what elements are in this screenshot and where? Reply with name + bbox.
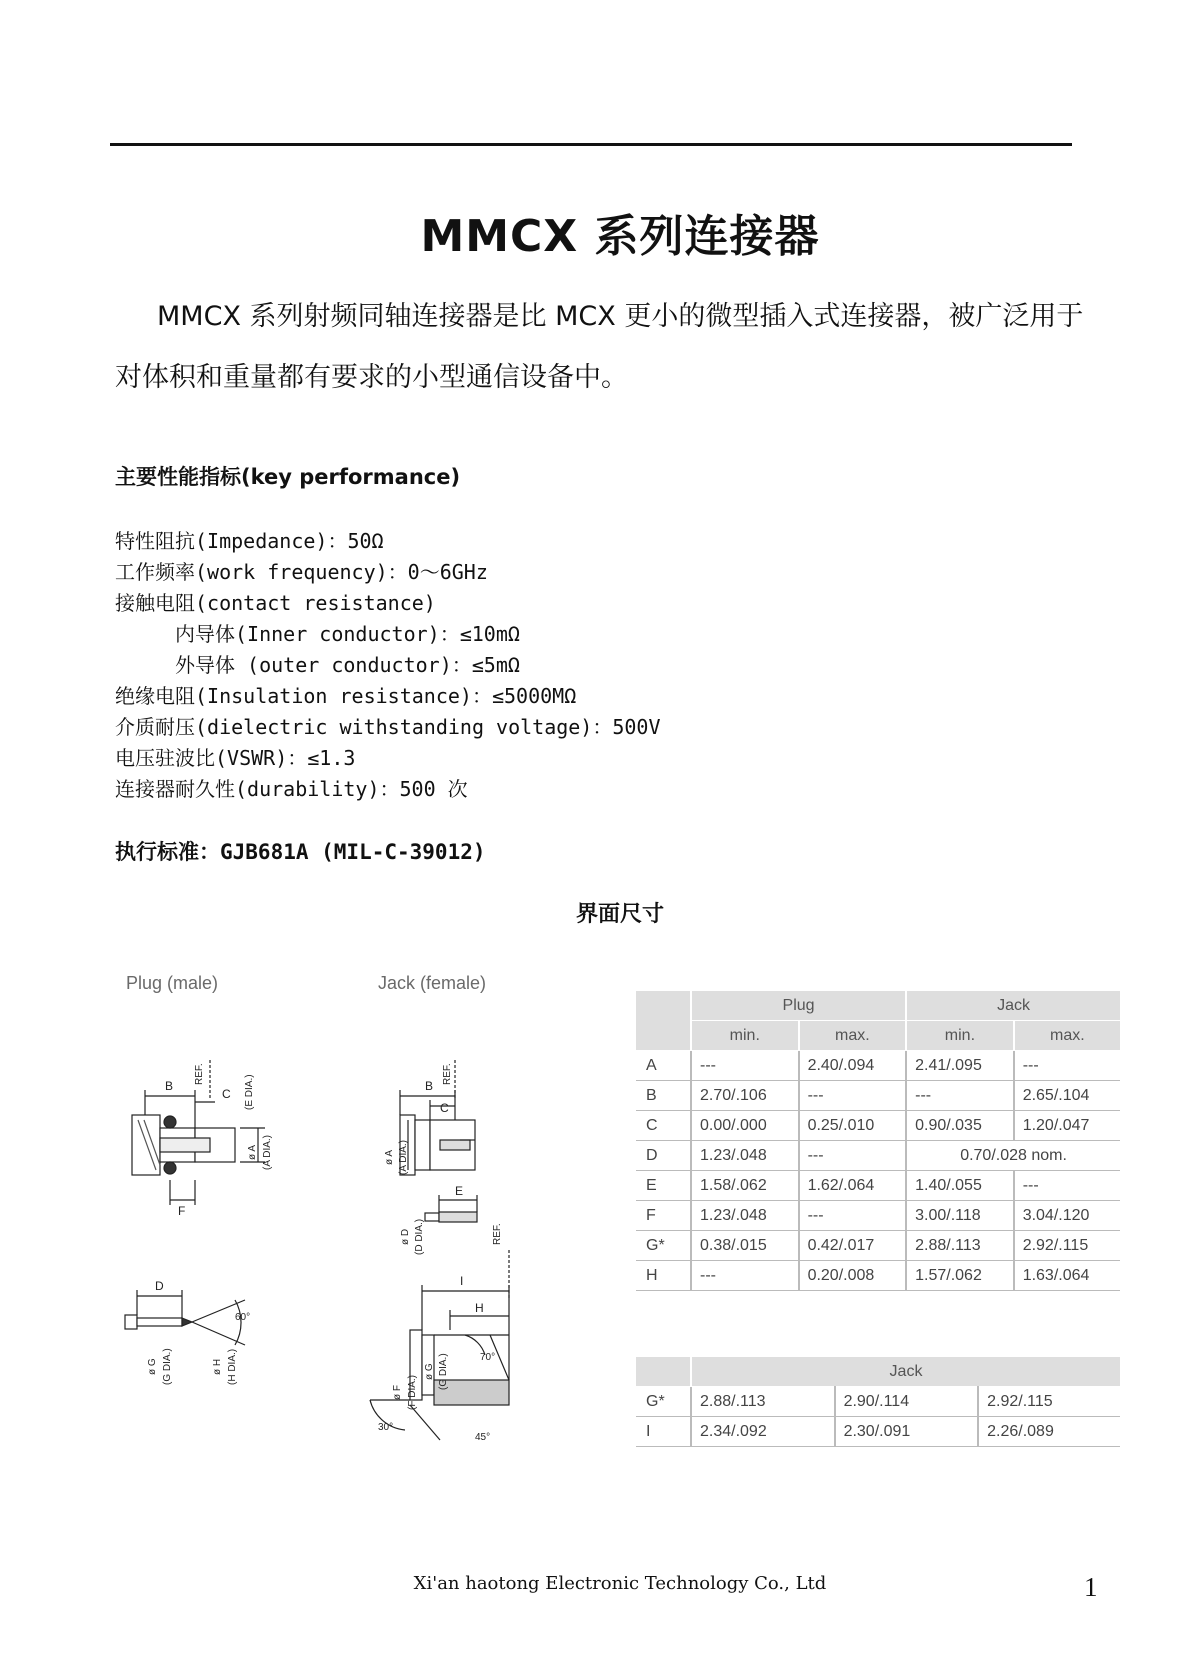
table-cell: 2.92/.115 [1014,1231,1120,1261]
table-cell: 3.04/.120 [1014,1201,1120,1231]
table-cell: --- [1014,1051,1120,1081]
table-row [636,1201,1120,1231]
angle-45: 45° [475,1432,491,1443]
spec-frequency: 工作频率(work frequency)：0～6GHz [115,560,488,584]
table-cell: --- [799,1141,907,1171]
page-number: 1 [1084,1572,1098,1602]
row-label: E [636,1171,691,1201]
spec-inner-conductor: 内导体(Inner conductor)：≤10mΩ [175,622,520,646]
plug-label: Plug (male) [126,973,219,993]
key-performance-heading: 主要性能指标(key performance) [115,465,461,489]
interface-dimensions-heading: 界面尺寸 [575,902,664,927]
table-cell: 2.26/.089 [978,1417,1120,1447]
row-label: D [636,1141,691,1171]
subheader-jack-min: min. [906,1021,1014,1051]
table-row [636,1171,1120,1201]
jack-pin-drawing [425,1195,477,1222]
table-cell: --- [691,1051,799,1081]
table-cell: 2.88/.113 [691,1387,835,1417]
h-dia-plug: ø H [212,1358,223,1375]
table2-group-jack: Jack [691,1357,1120,1387]
spec-dielectric-voltage: 介质耐压(dielectric withstanding voltage)：500V [115,715,661,739]
dim-i-jack: I [460,1274,464,1288]
table-cell: 2.88/.113 [906,1231,1014,1261]
dim-h-jack: H [475,1301,484,1315]
dimension-table-main [636,991,1120,1291]
h-dia-paren-plug: (H DIA.) [227,1348,238,1385]
table-cell: 2.34/.092 [691,1417,835,1447]
table-cell: 0.38/.015 [691,1231,799,1261]
table-corner-2 [636,1021,691,1051]
spec-durability: 连接器耐久性(durability)：500 次 [115,777,468,801]
table-cell: --- [799,1081,907,1111]
table-row [636,1081,1120,1111]
spec-contact-resistance: 接触电阻(contact resistance) [115,591,436,615]
a-dia-paren-plug: (A DIA.) [262,1134,273,1170]
standard-line: 执行标准：GJB681A (MIL-C-39012) [115,840,486,864]
footer-company: Xi'an haotong Electronic Technology Co., Ltd [413,1573,827,1594]
dim-f-plug: F [178,1204,186,1218]
row-label: G* [636,1387,691,1417]
row-label: B [636,1081,691,1111]
table-cell: --- [1014,1171,1120,1201]
table-cell: 2.90/.114 [835,1387,979,1417]
ref-plug: REF. [194,1063,205,1085]
table-cell: 0.90/.035 [906,1111,1014,1141]
connector-drawings [110,1000,570,1450]
dimension-table-jack [636,1357,1120,1447]
ref-jack-bottom: REF. [492,1223,503,1245]
table-cell: --- [691,1261,799,1291]
row-label: H [636,1261,691,1291]
angle-70: 70° [480,1352,496,1363]
spec-impedance: 特性阻抗(Impedance)：50Ω [115,529,384,553]
jack-socket-drawing [370,1250,509,1440]
table-cell: 1.40/.055 [906,1171,1014,1201]
dim-c-plug: C [222,1087,231,1101]
intro-paragraph: MMCX 系列射频同轴连接器是比 MCX 更小的微型插入式连接器，被广泛用于对体积和重量都有要求的小型通信设备中。 [115,301,1084,393]
f-dia-jack: ø F [392,1385,403,1400]
table-row [636,1387,1120,1417]
table-cell: 0.00/.000 [691,1111,799,1141]
page-title: MMCX 系列连接器 [420,211,820,262]
g-dia-jack: ø G [424,1363,435,1380]
g-dia-paren-jack: (G DIA.) [438,1353,449,1390]
table-cell: 1.57/.062 [906,1261,1014,1291]
ref-jack: REF. [442,1063,453,1085]
dim-b-jack: B [425,1079,434,1093]
dim-b-plug: B [165,1079,174,1093]
row-label: C [636,1111,691,1141]
row-label: F [636,1201,691,1231]
table-cell: 2.92/.115 [978,1387,1120,1417]
spec-vswr: 电压驻波比(VSWR)：≤1.3 [115,746,356,770]
table-row [636,1261,1120,1291]
table-cell: 1.23/.048 [691,1201,799,1231]
table-row [636,1417,1120,1447]
table-corner [636,991,691,1021]
row-label: A [636,1051,691,1081]
table-cell-merged: 0.70/.028 nom. [906,1141,1120,1171]
table-group-plug: Plug [691,991,906,1021]
g-dia-paren-plug: (G DIA.) [162,1348,173,1385]
row-label: I [636,1417,691,1447]
table-cell: 1.62/.064 [799,1171,907,1201]
subheader-plug-min: min. [691,1021,799,1051]
spec-insulation-resistance: 绝缘电阻(Insulation resistance)：≤5000MΩ [115,684,577,708]
table-cell: 2.65/.104 [1014,1081,1120,1111]
table-cell: --- [799,1201,907,1231]
table-cell: 1.58/.062 [691,1171,799,1201]
dim-c-jack: C [440,1101,449,1115]
table-row [636,1051,1120,1081]
table-row [636,1141,1120,1171]
table-cell: 0.25/.010 [799,1111,907,1141]
header-rule [110,143,1072,146]
a-dia-plug: ø A [247,1144,258,1160]
table-row [636,1111,1120,1141]
table-cell: 2.41/.095 [906,1051,1014,1081]
dim-e-jack: E [455,1184,464,1198]
jack-body-drawing [400,1060,475,1175]
dim-d-plug-pin: D [155,1279,164,1293]
e-dia-plug: (E DIA.) [244,1074,255,1110]
angle-60: 60° [235,1312,251,1323]
table-cell: 2.70/.106 [691,1081,799,1111]
table-cell: 1.20/.047 [1014,1111,1120,1141]
subheader-jack-max: max. [1014,1021,1120,1051]
jack-label: Jack (female) [378,973,487,993]
d-dia-paren-jack: (D DIA.) [414,1218,425,1255]
d-dia-jack: ø D [400,1228,411,1245]
table-cell: 2.40/.094 [799,1051,907,1081]
table-cell: --- [906,1081,1014,1111]
f-dia-paren-jack: (F DIA.) [407,1375,418,1410]
table-cell: 0.42/.017 [799,1231,907,1261]
table-cell: 0.20/.008 [799,1261,907,1291]
plug-pin-drawing [125,1290,245,1345]
table-group-jack: Jack [906,991,1120,1021]
a-dia-jack: ø A [384,1149,395,1165]
table-row [636,1231,1120,1261]
table-cell: 1.23/.048 [691,1141,799,1171]
table-cell: 1.63/.064 [1014,1261,1120,1291]
table-cell: 3.00/.118 [906,1201,1014,1231]
spec-list [115,526,661,805]
g-dia-plug: ø G [147,1358,158,1375]
angle-30: 30° [378,1422,394,1433]
a-dia-paren-jack: (A DIA.) [398,1139,409,1175]
subheader-plug-max: max. [799,1021,907,1051]
table2-corner [636,1357,691,1387]
table-cell: 2.30/.091 [835,1417,979,1447]
spec-outer-conductor: 外导体 (outer conductor)：≤5mΩ [175,653,520,677]
row-label: G* [636,1231,691,1261]
